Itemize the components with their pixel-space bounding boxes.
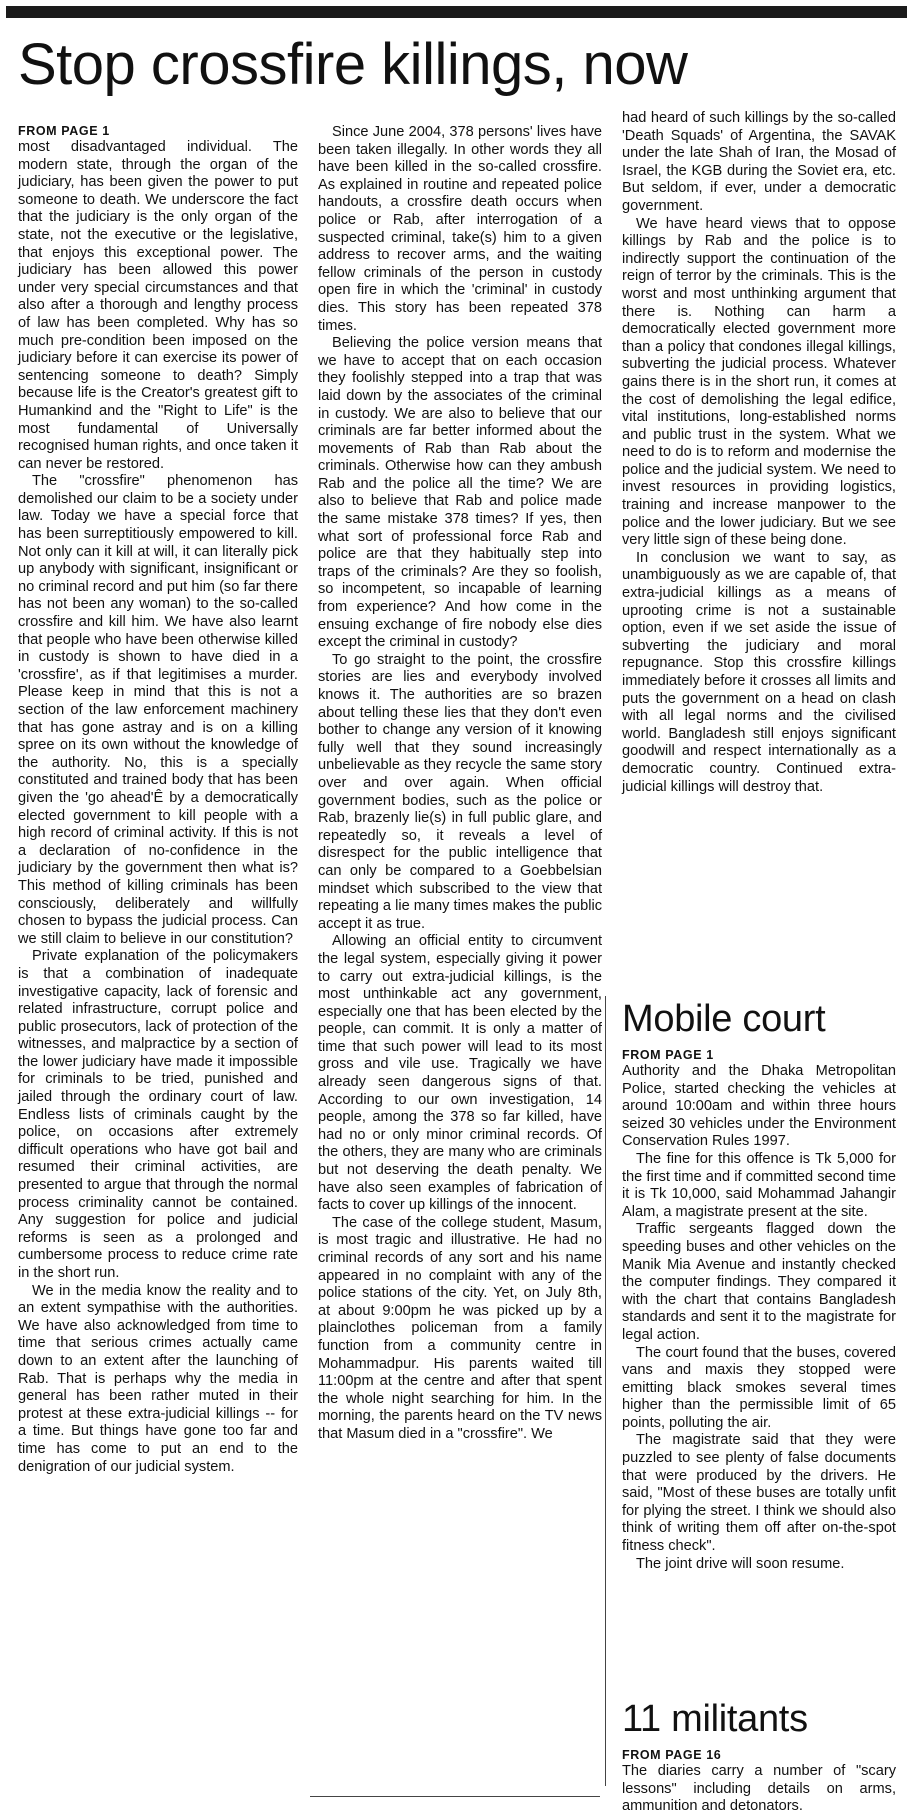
column-2	[318, 124, 602, 1444]
from-page-label: FROM PAGE 1	[622, 1048, 714, 1062]
column-3	[622, 110, 896, 796]
paragraph: Believing the police version means that we have to accept that on each occasion they foolishly stepped into a trap that was laid down by the associates of the criminal in custody. We are also to believe that our criminals are far better informed about the movements of Rab than Rab about the criminals. Otherwise how can they ambush Rab and the police all the time? We are also to believe that Rab and police made the same mistake 378 times? If yes, then what sort of professional force Rab and police are that they habitually step into traps of the criminals? Are they so foolish, so incompetent, so incapable of learning from experience? And how come in the ensuing exchange of fire nobody else dies except the criminal in custody?	[318, 335, 602, 651]
paragraph: Private explanation of the policymakers is that a combination of inadequate investigative capacity, lack of forensic and related infrastructure, corrupt police and public prosecutors, lack of protection of the witnesses, and malpractice by a section of the lower judiciary have made it impossible for criminals to be tried, punished and jailed through the ordinary court of law. Endless lists of criminals caught by the police, on occasions after extremely difficult operations who have got bail and resumed their criminal activities, are presented to argue that through the normal process criminality cannot be contained. Any suggestion for police and judicial reforms is seen as a prolonged and cumbersome process to reduce crime rate in the short run.	[18, 948, 298, 1281]
column-1	[18, 124, 298, 1476]
paragraph: In conclusion we want to say, as unambiguously as we are capable of, that extra-judicial killings as a means of uprooting crime is not a sustainable option, even if we set aside the issue of subverting the judiciary and moral repugnance. Stop this crossfire killings immediately before it crosses all limits and puts the government on a head on clash with all legal norms and the civilised world. Bangladesh still enjoys significant goodwill and respect internationally as a democratic country. Continued extra-judicial killings will destroy that.	[622, 549, 896, 795]
paragraph: The "crossfire" phenomenon has demolished our claim to be a society under law. Today we have a special force that has been surreptitiously empowered to kill. Not only can it kill at will, it can literally pick up anybody with significant, insignificant or no criminal record and put him (so far there has not been any woman) to the so-called crossfire and kill him. We have also learnt that people who have been otherwise killed in custody is shown to have died in a 'crossfire', as if that legitimises a murder. Please keep in mind that this is not a section of the law enforcement machinery that has gone astray and is on a killing spree on its own without the knowledge of the authority. No, this is a specially constituted and trained body that has been given the 'go ahead'Ê by a democratically elected government to kill people with a high record of criminal activity. If this is not a declaration of no-confidence in the judiciary by the government then what is? This method of killing criminals has been consciously, deliberately and willfully chosen to bypass the judicial process. Can we still claim to believe in our constitution?	[18, 473, 298, 947]
paragraph: The magistrate said that they were puzzled to see plenty of false documents that were produced by the drivers. He said, "Most of these buses are totally unfit for plying the street. I think we should also think of writing them off after on-the-spot fitness check".	[622, 1432, 896, 1555]
paragraph: Traffic sergeants flagged down the speeding buses and other vehicles on the Manik Mia Avenue and instantly checked the computer findings. They compared it with the chart that contains Bangladesh standards and sent it to the magistrate for legal action.	[622, 1221, 896, 1343]
headline: Stop crossfire killings, now	[18, 32, 688, 97]
paragraph: had heard of such killings by the so-called 'Death Squads' of Argentina, the SAVAK under the late Shah of Iran, the Mosad of Israel, the KGB during the Soviet era, etc. But seldom, if ever, under a democratic government.	[622, 110, 896, 214]
paragraph: Since June 2004, 378 persons' lives have been taken illegally. In other words they all have been killed in the so-called crossfire. As explained in routine and repeated police handouts, a crossfire death occurs when police or Rab, after interrogation of a suspected criminal, take(s) him to a given address to recover arms, and the waiting fellow criminals of the person in custody open fire in which the 'criminal' in custody dies. This story has been repeated 378 times.	[318, 124, 602, 334]
from-page-label: FROM PAGE 16	[622, 1748, 722, 1762]
paragraph: The diaries carry a number of "scary lessons" including details on arms, ammunition and detonators.	[622, 1763, 896, 1815]
paragraph: We in the media know the reality and to an extent sympathise with the authorities. We have also acknowledged from time to time that serious crimes actually came down to an extent after the launching of Rab. That is perhaps why the media in general has been rather muted in their protest at these extra-judicial killings -- for a time. But things have gone too far and time has come to put an end to the denigration of our judicial system.	[18, 1282, 298, 1475]
paragraph: The court found that the buses, covered vans and maxis they stopped were emitting black smokes several times higher than the permissible limit of 65 points, polluting the air.	[622, 1344, 896, 1431]
from-page-label: FROM PAGE 1	[18, 124, 110, 138]
militants-title: 11 militants	[622, 1698, 808, 1740]
paragraph: Allowing an official entity to circumvent the legal system, especially giving it power to carry out extra-judicial killings, is the most unthinkable act any government, especially one that has been elected by the people, can commit. It is only a matter of time that such power will lead to its most gross and vile use. Tragically we have already seen dangerous signs of that. According to our own investigation, 14 people, among the 378 so far killed, have had no or only minor criminal records. Of the others, they are many who are criminals but not deserving the death penalty. We have also seen examples of fabrication of facts to cover up killings of the innocent.	[318, 933, 602, 1214]
mobile-court-title: Mobile court	[622, 998, 826, 1040]
mobile-court-story	[622, 1000, 896, 1573]
paragraph: We have heard views that to oppose killings by Rab and the police is to indirectly support the continuation of the reign of terror by the criminals. This is the worst and most unthinking argument that there is. Nothing can harm a democratically elected government more than a policy that condones illegal killings, subverting the judicial process. Whatever gains there is in the short run, it comes at the cost of demolishing the legal edifice, vital institutions, long-established norms and public trust in the system. What we need to do is to reform and modernise the police and the judicial system. We need to invest resources in providing logistics, training and increase manpower to the police and the lower judiciary. But we see very little sign of these being done.	[622, 215, 896, 549]
bottom-rule	[310, 1796, 600, 1797]
paragraph: The fine for this offence is Tk 5,000 for the first time and if committed second time it is Tk 10,000, said Mohammad Jahangir Alam, a magistrate present at the site.	[622, 1150, 896, 1220]
top-rule	[6, 6, 907, 18]
militants-story	[622, 1700, 896, 1816]
column-divider	[605, 996, 606, 1786]
paragraph: The joint drive will soon resume.	[636, 1555, 845, 1572]
paragraph: To go straight to the point, the crossfire stories are lies and everybody involved knows it. The authorities are so brazen about telling these lies that they don't even bother to change any version of it knowing fully well that they sound increasingly unbelievable as they recycle the same story over and over again. When official government bodies, such as the police or Rab, brazenly lie(s) in full public glare, and repeatedly so, it reveals a level of disrespect for the public intelligence that can only be compared to a Goebbelsian mindset which subscribed to the view that repeating a lie many times makes the public accept it as true.	[318, 651, 602, 932]
paragraph: most disadvantaged individual. The modern state, through the organ of the judiciary, has been given the power to put someone to death. We underscore the fact that the judiciary is the only organ of the state, not the executive or the legislative, that enjoys this exceptional power. The judiciary has been allowed this power under very special circumstances and that also after a thorough and lengthy process of law has been completed. Why has so much pre-condition been imposed on the judiciary before it can exercise its power of sentencing someone to death? Simply because life is the Creator's greatest gift to Humankind and the "Right to Life" is the most fundamental of Universally recognised human rights, and once taken it can never be restored.	[18, 139, 298, 472]
paragraph: Authority and the Dhaka Metropolitan Police, started checking the vehicles at around 10:00am and within three hours seized 30 vehicles under the Environment Conservation Rules 1997.	[622, 1063, 896, 1150]
paragraph: The case of the college student, Masum, is most tragic and illustrative. He had no criminal records of any sort and his name appeared in no complaint with any of the police stations of the city. Yet, on July 8th, at about 9:00pm he was picked up by a plainclothes policeman from a family function from a community centre in Mohammadpur. His parents waited till 11:00pm at the centre and after that spent the whole night searching for him. In the morning, the parents heard on the TV news that Masum died in a "crossfire". We	[318, 1214, 602, 1442]
